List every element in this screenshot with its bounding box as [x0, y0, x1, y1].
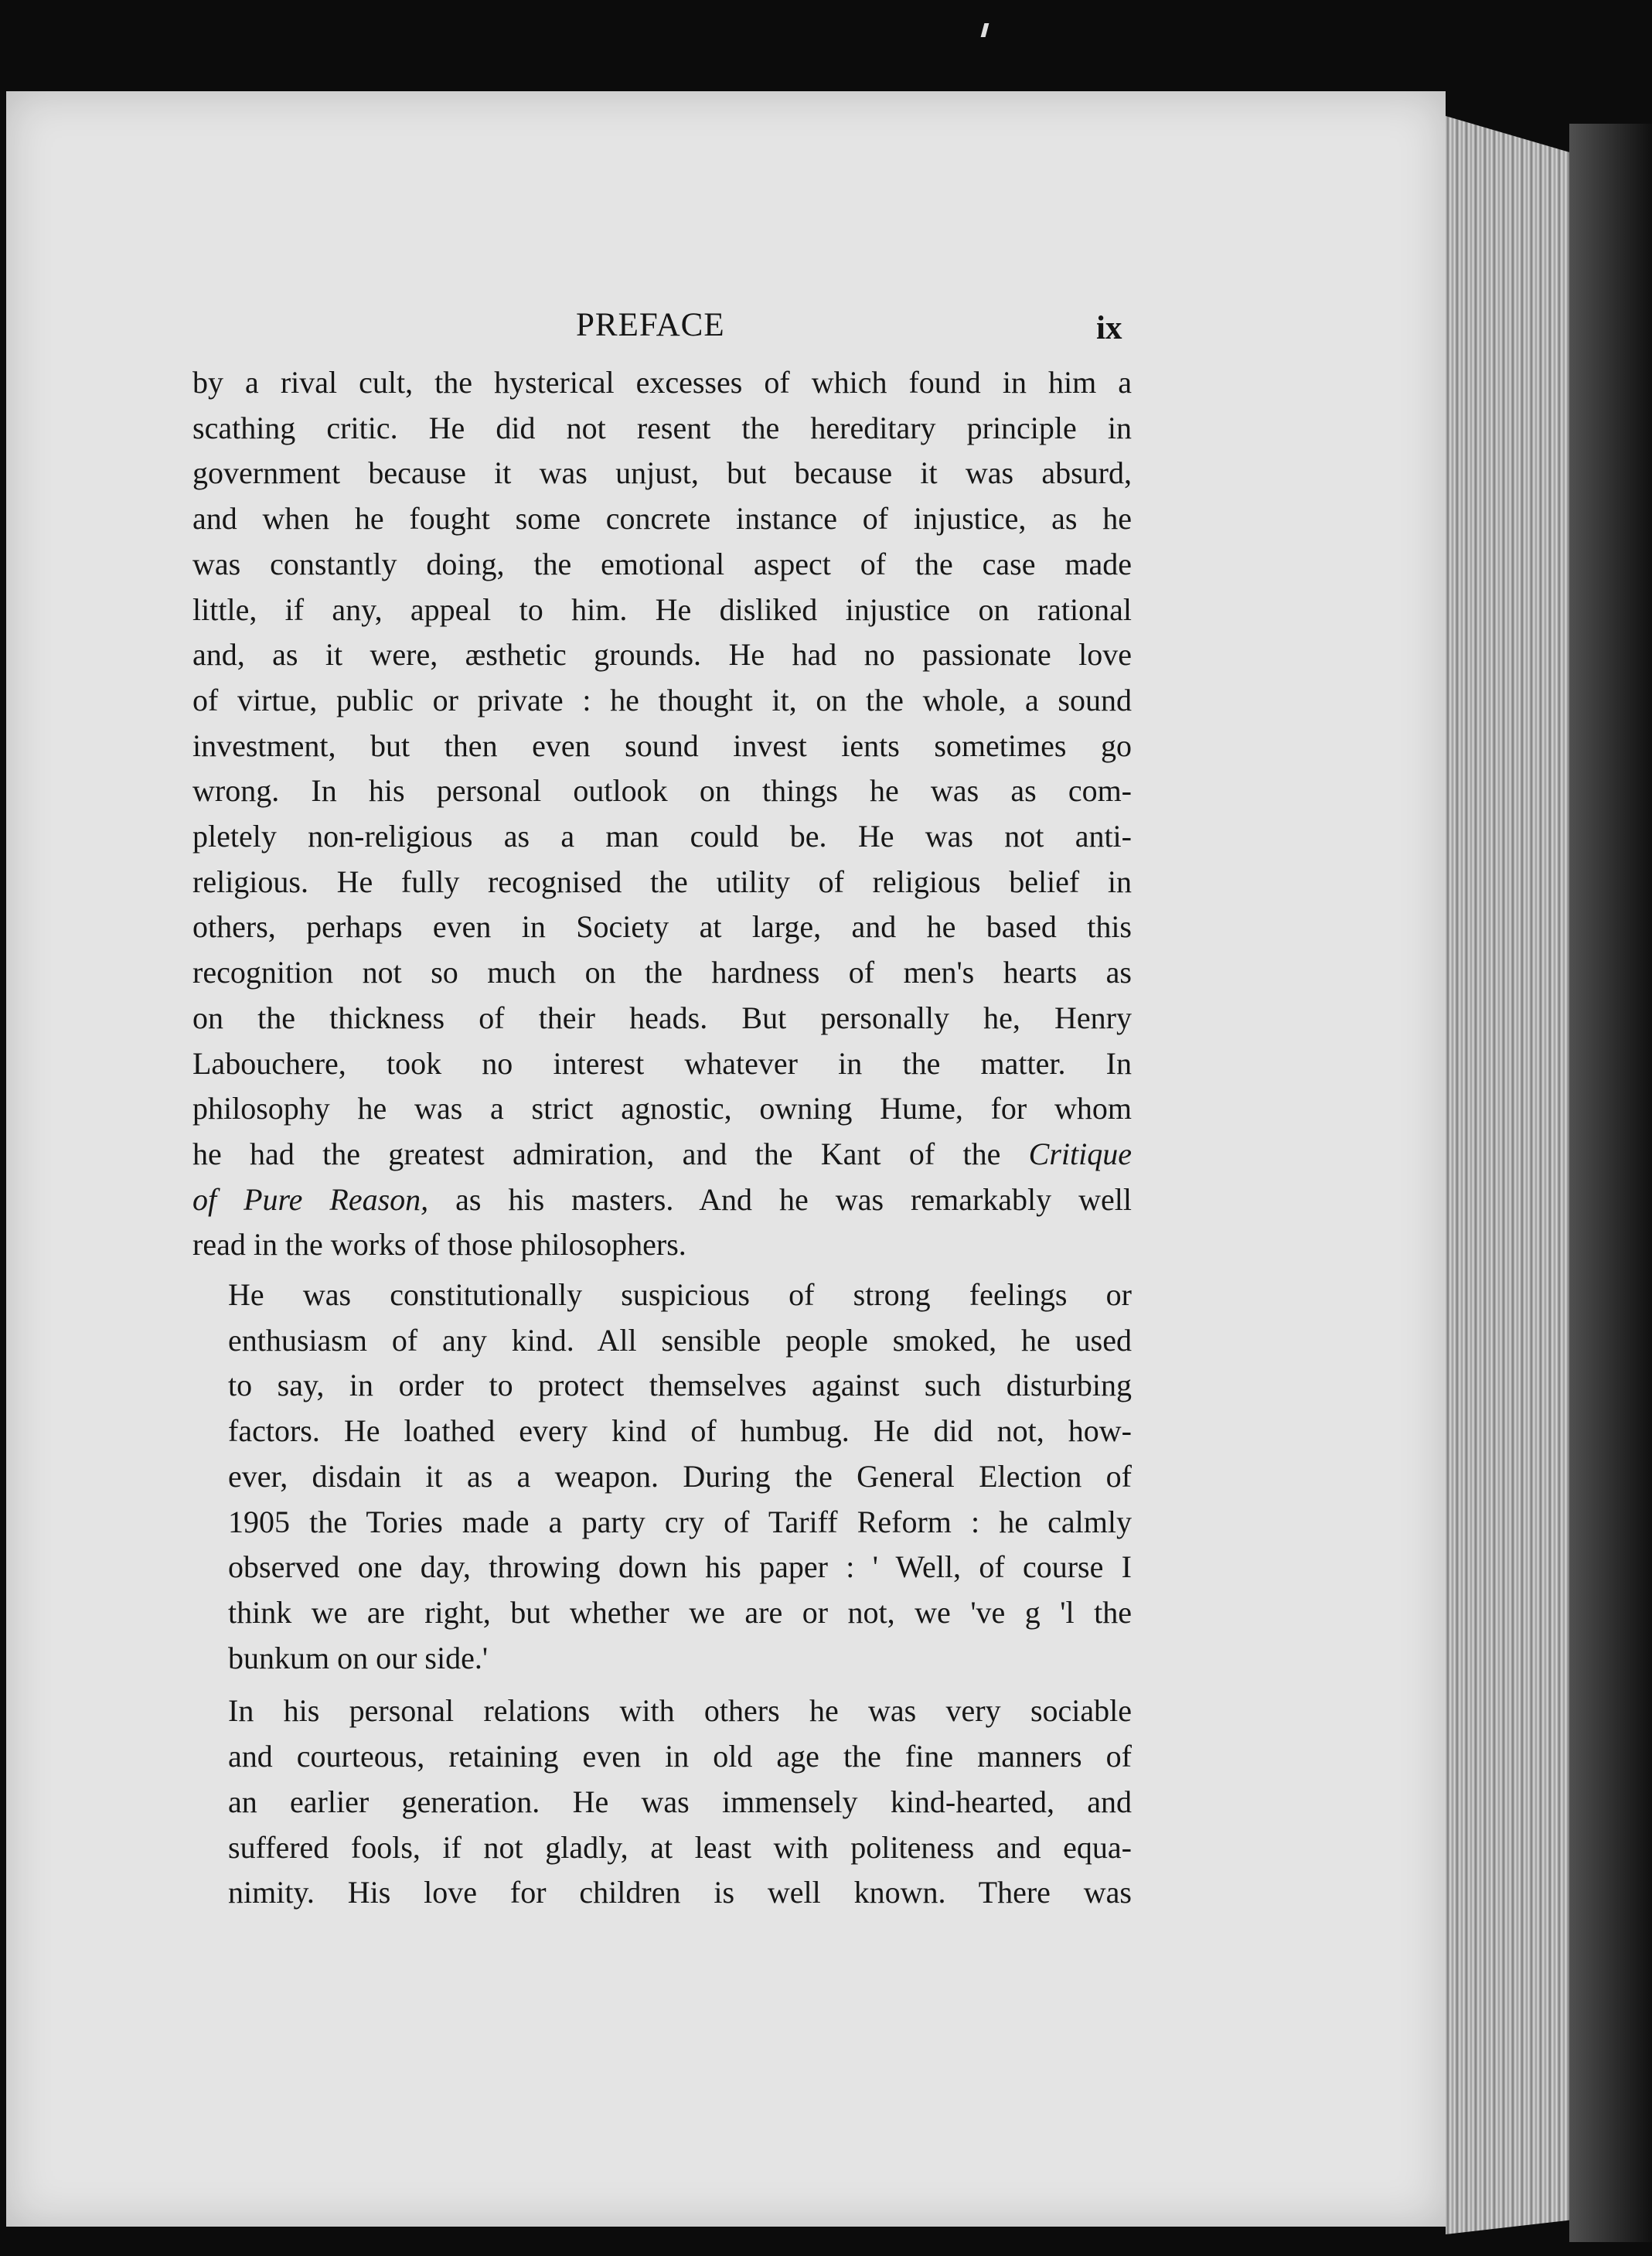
text-line: pletely non-religious as a man could be. He was not anti-	[192, 819, 1132, 854]
text-line: read in the works of those philosophers.	[192, 1227, 686, 1263]
text-line: and when he fought some concrete instance of injustice, as he	[192, 501, 1132, 537]
body-text	[192, 360, 1132, 1916]
text-line: on the thickness of their heads. But personally he, Henry	[192, 1000, 1132, 1035]
italic-title-segment: Critique	[1028, 1136, 1133, 1171]
text-line: Labouchere, took no interest whatever in the matter. In	[192, 1045, 1132, 1081]
text-line: to say, in order to protect themselves against such disturbing	[228, 1368, 1132, 1403]
text-line: factors. He loathed every kind of humbug. He did not, how-	[228, 1413, 1132, 1449]
text-line-with-italic	[192, 1177, 1132, 1223]
page-number: ix	[1096, 310, 1122, 346]
text-line: recognition not so much on the hardness of men's hearts as	[192, 955, 1132, 990]
text-line: bunkum on our side.'	[228, 1640, 489, 1675]
text-line: little, if any, appeal to him. He disliked injustice on rational	[192, 591, 1132, 627]
italic-title-segment: of Pure Reason,	[192, 1181, 429, 1217]
text-line: and courteous, retaining even in old age the fine manners of	[228, 1739, 1132, 1774]
text-line: government because it was unjust, but because it was absurd,	[192, 455, 1132, 491]
text-line: an earlier generation. He was immensely kind-hearted, and	[228, 1784, 1132, 1819]
text-line-with-italic	[192, 1132, 1132, 1177]
text-line: investment, but then even sound invest ients sometimes go	[192, 728, 1132, 763]
text-line: 1905 the Tories made a party cry of Tariff Reform : he calmly	[228, 1504, 1132, 1539]
text-line: ever, disdain it as a weapon. During the General Election of	[228, 1458, 1132, 1494]
text-line: enthusiasm of any kind. All sensible people smoked, he used	[228, 1322, 1132, 1358]
text-line: others, perhaps even in Society at large, and he based this	[192, 909, 1132, 945]
text-line: by a rival cult, the hysterical excesses of which found in him a	[192, 365, 1132, 400]
text-line: philosophy he was a strict agnostic, owning Hume, for whom	[192, 1091, 1132, 1126]
running-header-title: PREFACE	[576, 307, 725, 343]
text-line: nimity. His love for children is well known. There was	[228, 1875, 1132, 1910]
text-line: suffered fools, if not gladly, at least with politeness and equa-	[228, 1829, 1132, 1865]
text-line: religious. He fully recognised the utility of religious belief in	[192, 864, 1132, 899]
book-edge-shadow	[1569, 124, 1652, 2242]
text-line: of virtue, public or private : he thought it, on the whole, a sound	[192, 682, 1132, 717]
text-line: and, as it were, æsthetic grounds. He had no passionate love	[192, 637, 1132, 673]
text-line: wrong. In his personal outlook on things he was as com-	[192, 773, 1132, 809]
text-segment: he had the greatest admiration, and the Kant of the	[192, 1136, 1001, 1171]
paragraph	[192, 1689, 1132, 1916]
text-line: He was constitutionally suspicious of strong feelings or	[228, 1277, 1132, 1313]
text-line: think we are right, but whether we are or not, we 've g 'l the	[228, 1594, 1132, 1630]
text-line: scathing critic. He did not resent the hereditary principle in	[192, 410, 1132, 445]
film-scratch-mark	[981, 23, 989, 37]
text-line: was constantly doing, the emotional aspect of the case made	[192, 546, 1132, 581]
text-segment: as his masters. And he was remarkably well	[455, 1181, 1133, 1217]
paragraph	[192, 360, 1132, 1268]
text-line: observed one day, throwing down his paper : ' Well, of course I	[228, 1549, 1132, 1585]
text-line: In his personal relations with others he was very sociable	[228, 1693, 1132, 1729]
paragraph	[192, 1273, 1132, 1681]
